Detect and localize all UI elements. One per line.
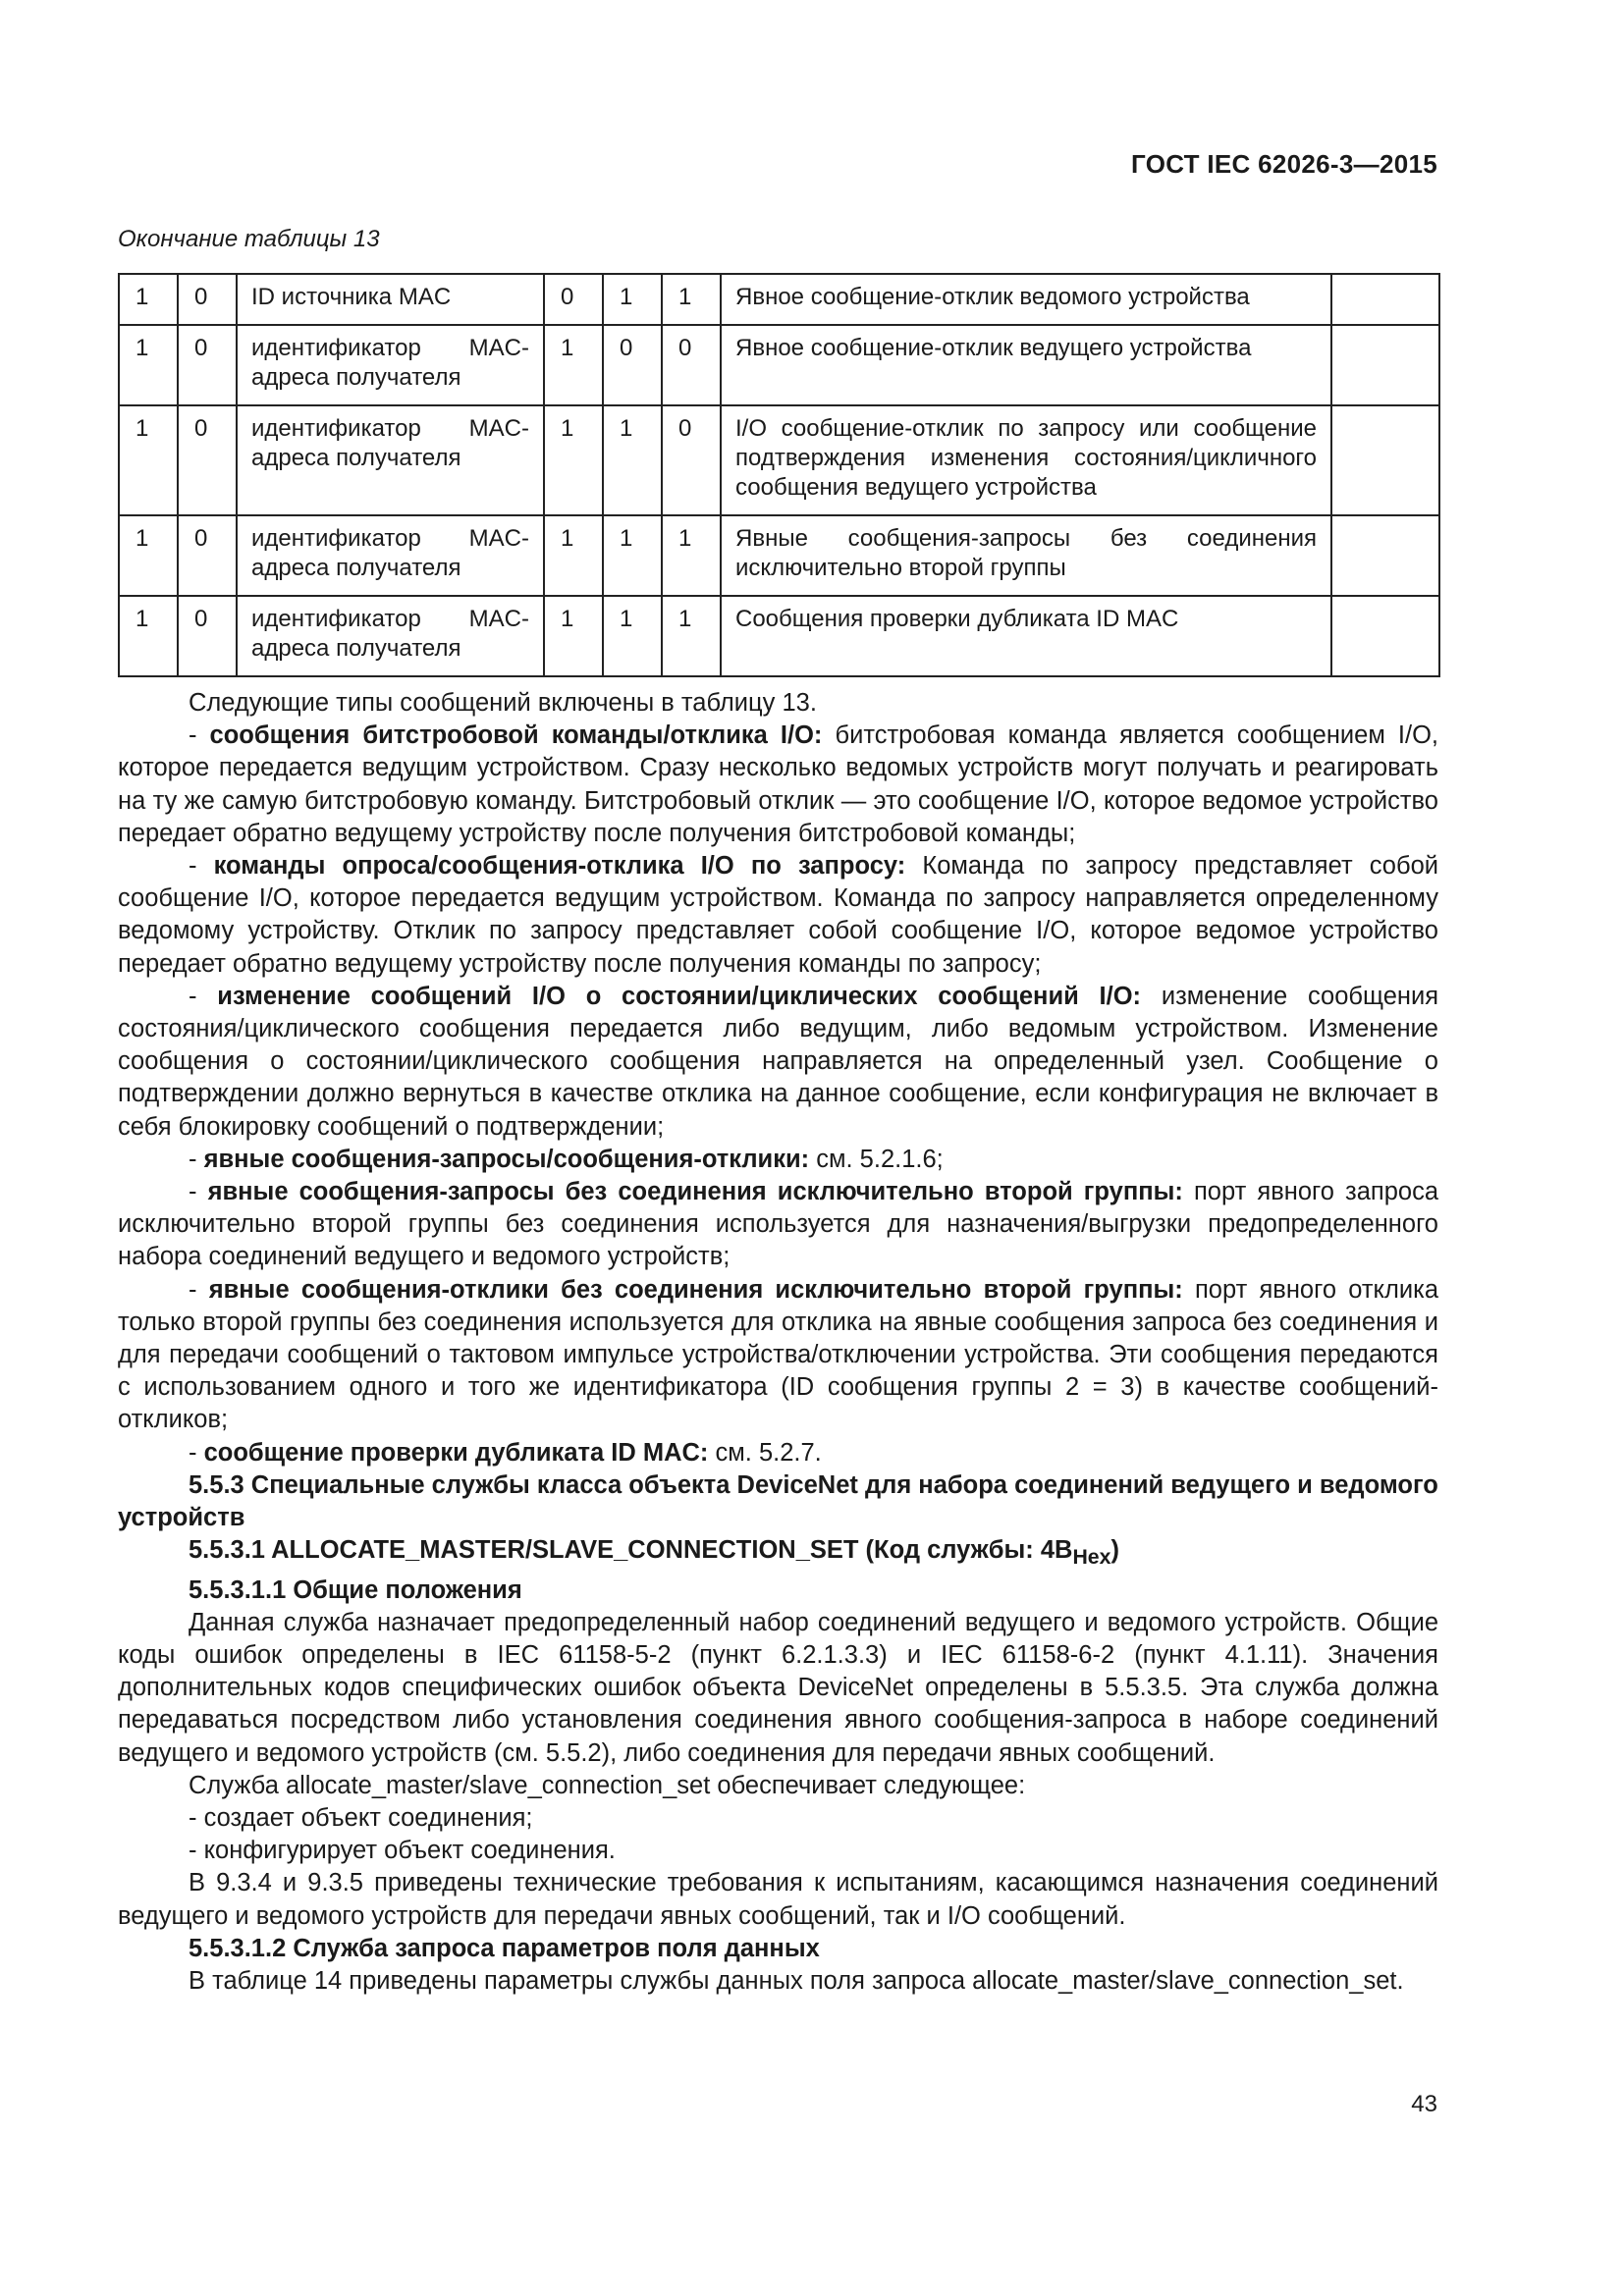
table-cell: 1 [544,515,603,596]
table-row [119,596,1439,676]
table-cell: 1 [662,274,721,325]
table-cell: 1 [603,274,662,325]
table-row [119,325,1439,405]
table-cell: Явное сообщение-отклик ведущего устройства [721,325,1331,405]
table-cell: 1 [119,274,178,325]
table-row [119,515,1439,596]
table-cell [1331,274,1439,325]
table-cell: 0 [603,325,662,405]
list-item: - явные сообщения-отклики без соединения исключительно второй группы: порт явного отклика только второй группы без соединения используется для отклика на явные сообщения запроса без соединения и для передачи сообщений о тактовом импульсе устройства/отключении устройства. Эти сообщения передаются с использованием одного и того же идентификатора (ID сообщения группы 2 = 3) в качестве сообщений-откликов; [118,1275,1439,1434]
table-cell: 1 [603,515,662,596]
table-cell: идентификатор MAC-адреса получателя [237,515,544,596]
table-row [119,274,1439,325]
table-cell: идентификатор MAC-адреса получателя [237,596,544,676]
table-cell: 1 [544,405,603,515]
list-item: - конфигурирует объект соединения. [189,1837,616,1865]
table-caption: Окончание таблицы 13 [118,226,380,252]
table-cell: 0 [178,405,237,515]
table-cell [1331,515,1439,596]
list-item: - сообщения битстробовой команды/отклика I/O: битстробовая команда является сообщением I/O, которое передается ведущим устройством. Сразу несколько ведомых устройств могут получать и реагировать на ту же самую битстробовую команду. Битстробовый отклик — это сообщение I/O, которое ведомое устройство передает обратно ведущему устройству после получения битстробовой команды; [118,721,1438,847]
table-cell: идентификатор MAC-адреса получателя [237,405,544,515]
section-heading-5-5-3-1-2: 5.5.3.1.2 Служба запроса параметров поля данных [189,1934,820,1962]
list-item: - изменение сообщений I/O о состоянии/циклических сообщений I/O: изменение сообщения состояния/циклического сообщения передается либо ведущим, либо ведомым устройством. Изменение сообщения о состоянии/циклического сообщения направляется на определенный узел. Сообщение о подтверждении должно вернуться в качестве отклика на данное сообщение, если конфигурация не включает в себя блокировку сообщений о подтверждении; [118,982,1439,1141]
table-cell: 1 [662,596,721,676]
paragraph: Служба allocate_master/slave_connection_set обеспечивает следующее: [189,1771,1026,1799]
table-cell: 1 [119,325,178,405]
table-row [119,405,1439,515]
list-item: - сообщение проверки дубликата ID MAC: см. 5.2.7. [189,1438,822,1467]
table-cell: 1 [544,325,603,405]
section-heading-5-5-3: 5.5.3 Специальные службы класса объекта DeviceNet для набора соединений ведущего и ведомого устройств [118,1470,1438,1532]
table-cell: Сообщения проверки дубликата ID MAC [721,596,1331,676]
table-13 [118,273,1440,677]
table-cell: 0 [178,274,237,325]
list-item: - команды опроса/сообщения-отклика I/O по запросу: Команда по запросу представляет собой сообщение I/O, которое передается ведущим устройством. Команда по запросу направляется определенному ведомому устройству. Отклик по запросу представляет собой сообщение I/O, которое ведомое устройство передает обратно ведущему устройству после получения команды по запросу; [118,852,1438,978]
table-cell: 0 [662,405,721,515]
list-item: - явные сообщения-запросы/сообщения-отклики: см. 5.2.1.6; [189,1145,944,1173]
table-cell [1331,405,1439,515]
section-heading-5-5-3-1-1: 5.5.3.1.1 Общие положения [189,1575,522,1604]
table-cell: 1 [603,405,662,515]
paragraph: В 9.3.4 и 9.3.5 приведены технические требования к испытаниям, касающимся назначения соединений ведущего и ведомого устройств для передачи явных сообщений, так и I/O сообщений. [118,1869,1438,1930]
list-item: - создает объект соединения; [189,1804,533,1832]
table-cell: 0 [662,325,721,405]
table-cell [1331,596,1439,676]
section-heading-5-5-3-1: 5.5.3.1 ALLOCATE_MASTER/SLAVE_CONNECTION_SET (Код службы: $4B_{Hex}$) [189,1536,1119,1570]
body-text [118,687,1438,1998]
table-cell: 0 [178,325,237,405]
standard-header: ГОСТ IEC 62026-3—2015 [1131,149,1437,179]
page-number: 43 [1411,2091,1437,2117]
table-cell: ID источника MAC [237,274,544,325]
paragraph: В таблице 14 приведены параметры службы данных поля запроса allocate_master/slave_connection_set. [189,1967,1404,1996]
paragraph: Данная служба назначает предопределенный набор соединений ведущего и ведомого устройств. Общие коды ошибок определены в IEC 61158-5-2 (пункт 6.2.1.3.3) и IEC 61158-6-2 (пункт 4.1.11). Значения дополнительных кодов специфических ошибок объекта DeviceNet определены в 5.5.3.5. Эта служба должна передаваться посредством либо установления соединения явного сообщения-запроса в наборе соединений ведущего и ведомого устройств (см. 5.5.2), либо соединения для передачи явных сообщений. [118,1608,1438,1767]
table-cell: 0 [178,515,237,596]
table-cell: 1 [662,515,721,596]
paragraph: Следующие типы сообщений включены в таблицу 13. [189,689,817,717]
list-item: - явные сообщения-запросы без соединения исключительно второй группы: порт явного запроса исключительно второй группы без соединения используется для назначения/выгрузки предопределенного набора соединений ведущего и ведомого устройств; [118,1178,1438,1271]
table-cell: идентификатор MAC-адреса получателя [237,325,544,405]
table-cell: 1 [119,596,178,676]
table-cell: 1 [544,596,603,676]
table-cell: Явное сообщение-отклик ведомого устройства [721,274,1331,325]
table-cell: 0 [544,274,603,325]
table-cell: 1 [119,515,178,596]
table-cell: Явные сообщения-запросы без соединения исключительно второй группы [721,515,1331,596]
table-cell: I/O сообщение-отклик по запросу или сообщение подтверждения изменения состояния/цикличного сообщения ведущего устройства [721,405,1331,515]
table-cell: 0 [178,596,237,676]
table-cell: 1 [603,596,662,676]
table-cell [1331,325,1439,405]
table-cell: 1 [119,405,178,515]
